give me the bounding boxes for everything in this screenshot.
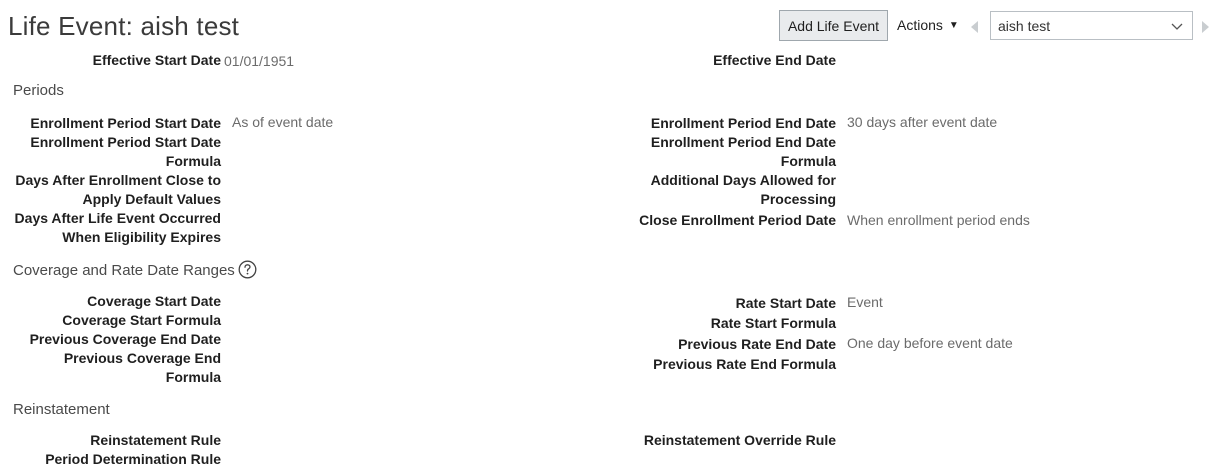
days-after-enrollment-close-label: Days After Enrollment Close to Apply Default Values xyxy=(15,172,221,207)
days-after-life-event-label: Days After Life Event Occurred When Eligibility Expires xyxy=(14,210,221,245)
previous-coverage-end-date-label: Previous Coverage End Date xyxy=(29,331,221,347)
coverage-start-date-label: Coverage Start Date xyxy=(87,293,221,309)
enrollment-period-end-date-label: Enrollment Period End Date xyxy=(650,115,836,131)
enrollment-period-end-date-value: 30 days after event date xyxy=(847,114,998,130)
life-event-select[interactable] xyxy=(990,11,1193,40)
period-determination-rule-label: Period Determination Rule xyxy=(45,451,221,467)
periods-section-title: Periods xyxy=(13,82,64,99)
previous-rate-end-date-label: Previous Rate End Date xyxy=(678,336,836,352)
previous-arrow-icon[interactable] xyxy=(971,21,978,33)
close-enrollment-period-date-value: When enrollment period ends xyxy=(847,212,1030,228)
caret-down-icon: ▼ xyxy=(948,20,959,31)
effective-start-date-value: 01/01/1951 xyxy=(224,53,295,69)
add-life-event-button[interactable]: Add Life Event xyxy=(779,10,888,41)
enrollment-period-start-date-label: Enrollment Period Start Date xyxy=(30,115,221,131)
rate-start-formula-label: Rate Start Formula xyxy=(710,315,836,331)
effective-end-date-label: Effective End Date xyxy=(713,52,836,68)
rate-start-date-label: Rate Start Date xyxy=(735,295,836,311)
page-title: Life Event: aish test xyxy=(8,11,240,41)
previous-rate-end-date-value: One day before event date xyxy=(847,335,1013,351)
reinstatement-rule-label: Reinstatement Rule xyxy=(90,432,221,448)
reinstatement-section-title: Reinstatement xyxy=(13,401,110,418)
previous-coverage-end-formula-label: Previous Coverage End Formula xyxy=(63,350,221,385)
next-arrow-icon[interactable] xyxy=(1202,21,1209,33)
rate-start-date-value: Event xyxy=(847,294,883,310)
previous-rate-end-formula-label: Previous Rate End Formula xyxy=(653,356,836,372)
enrollment-period-start-formula-label: Enrollment Period Start Date Formula xyxy=(30,134,221,169)
chevron-down-icon xyxy=(1171,20,1183,32)
close-enrollment-period-date-label: Close Enrollment Period Date xyxy=(639,212,836,228)
enrollment-period-start-date-value: As of event date xyxy=(232,114,334,130)
additional-days-allowed-label: Additional Days Allowed for Processing xyxy=(650,172,836,207)
actions-label: Actions xyxy=(897,17,943,33)
reinstatement-override-rule-label: Reinstatement Override Rule xyxy=(643,432,836,448)
actions-menu[interactable] xyxy=(897,17,959,33)
enrollment-period-end-formula-label: Enrollment Period End Date Formula xyxy=(650,134,836,169)
effective-start-date-label: Effective Start Date xyxy=(92,52,221,68)
help-icon[interactable] xyxy=(238,260,257,279)
coverage-start-formula-label: Coverage Start Formula xyxy=(62,312,221,328)
coverage-rate-section-title: Coverage and Rate Date Ranges xyxy=(13,262,235,279)
life-event-select-value: aish test xyxy=(998,17,1051,34)
